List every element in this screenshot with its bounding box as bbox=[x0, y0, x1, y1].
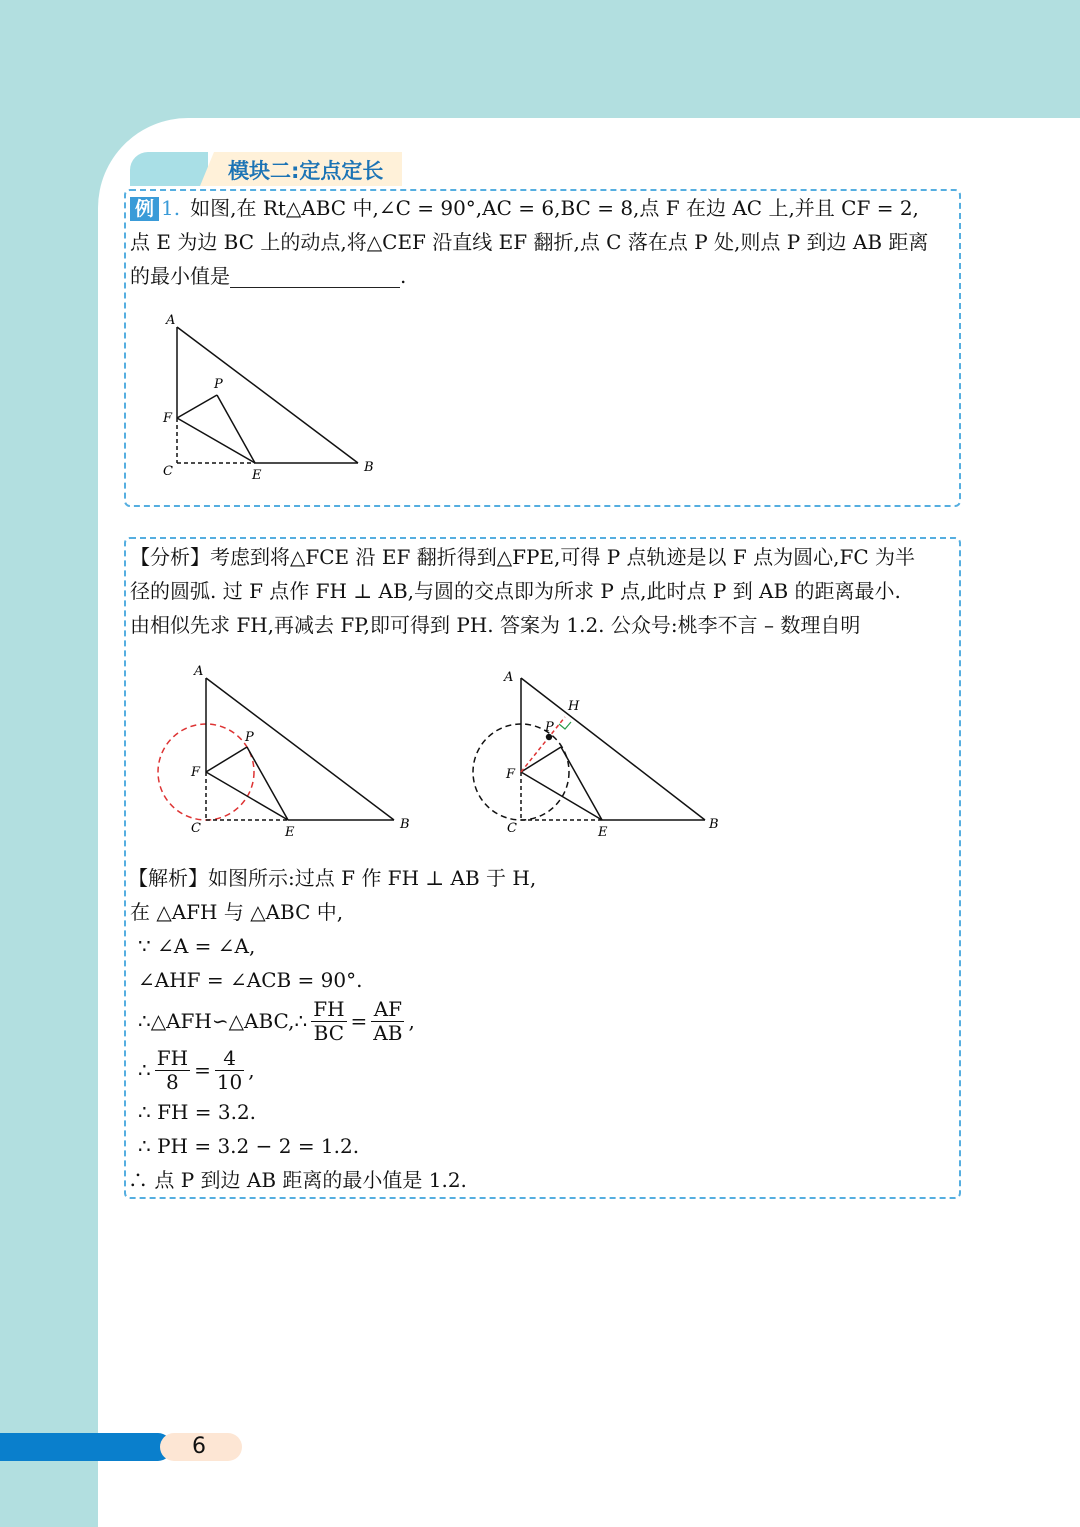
footer-bar bbox=[0, 1433, 172, 1461]
solution-line-7: ∴ FH = 3.2. bbox=[138, 1100, 257, 1124]
solution-line-8: ∴ PH = 3.2 − 2 = 1.2. bbox=[138, 1134, 360, 1158]
example-badge: 例 bbox=[130, 197, 159, 221]
fraction-af-ab-numerator: AF bbox=[371, 998, 404, 1022]
fig2-label-F: F bbox=[191, 765, 201, 780]
fig3-label-H: H bbox=[568, 699, 580, 714]
answer-blank bbox=[230, 267, 400, 288]
fraction-4-10 bbox=[215, 1047, 244, 1094]
fig3-label-E: E bbox=[598, 825, 608, 840]
fig2-label-E: E bbox=[285, 825, 295, 840]
fraction-fh-bc-numerator: FH bbox=[313, 996, 345, 1021]
fraction-fh-bc bbox=[311, 998, 346, 1045]
solution-line-4: ∠AHF = ∠ACB = 90°. bbox=[138, 968, 363, 992]
fig3-label-P: P bbox=[545, 720, 554, 735]
solution-line-9: ∴ 点 P 到边 AB 距离的最小值是 1.2. bbox=[128, 1168, 467, 1192]
solution-line-5 bbox=[138, 996, 415, 1046]
fraction-4-10-denominator: 10 bbox=[216, 1069, 243, 1094]
fig3-label-C: C bbox=[507, 821, 517, 836]
example-text-3: 的最小值是 bbox=[130, 264, 230, 288]
example-line-2: 点 E 为边 BC 上的动点,将△CEF 沿直线 EF 翻折,点 C 落在点 P 处,则点 P 到边 AB 距离 bbox=[130, 230, 929, 254]
fraction-fh-8-numerator: FH bbox=[156, 1045, 189, 1070]
equals-sign-2: = bbox=[194, 1058, 211, 1082]
figure-3 bbox=[465, 660, 745, 850]
fig2-label-C: C bbox=[191, 821, 201, 836]
module-title: 模块二:定点定长 bbox=[228, 159, 384, 183]
fig1-label-F: F bbox=[163, 411, 173, 426]
fraction-4-10-numerator: 4 bbox=[215, 1047, 244, 1071]
fig1-label-C: C bbox=[163, 464, 173, 479]
solution-line-5-prefix: ∴△AFH∽△ABC,∴ bbox=[138, 1009, 308, 1033]
solution-line-6-comma: , bbox=[248, 1058, 255, 1082]
analysis-line-3: 由相似先求 FH,再减去 FP,即可得到 PH. 答案为 1.2. 公众号:桃李不言 – 数理自明 bbox=[130, 613, 861, 637]
page-number: 6 bbox=[192, 1434, 206, 1459]
example-text-1: 如图,在 Rt△ABC 中,∠C = 90°,AC = 6,BC = 8,点 F 在边 AC 上,并且 CF = 2, bbox=[190, 196, 919, 220]
analysis-line-2: 径的圆弧. 过 F 点作 FH ⊥ AB,与圆的交点即为所求 P 点,此时点 P 到 AB 的距离最小. bbox=[130, 579, 901, 603]
module-header bbox=[130, 152, 402, 186]
fig3-label-B: B bbox=[709, 817, 719, 832]
solution-line-2: 在 △AFH 与 △ABC 中, bbox=[130, 900, 344, 924]
fraction-af-ab bbox=[371, 998, 404, 1045]
fig1-label-A: A bbox=[166, 313, 176, 328]
fig1-label-B: B bbox=[364, 460, 374, 475]
fig3-label-A: A bbox=[504, 670, 514, 685]
solution-line-5-comma: , bbox=[408, 1009, 415, 1033]
fig2-label-A: A bbox=[194, 664, 204, 679]
figure-1 bbox=[150, 305, 400, 490]
module-tab-left bbox=[130, 152, 208, 186]
fig2-label-P: P bbox=[245, 730, 254, 745]
fraction-fh-8-denominator: 8 bbox=[166, 1069, 179, 1094]
figure-2 bbox=[150, 660, 440, 850]
example-line-1 bbox=[130, 196, 919, 221]
equals-sign: = bbox=[350, 1009, 368, 1033]
fraction-fh-8 bbox=[155, 1047, 190, 1094]
fig1-label-P: P bbox=[214, 377, 223, 392]
solution-line-6-prefix: ∴ bbox=[138, 1058, 151, 1082]
example-text-3-end: . bbox=[400, 264, 407, 288]
analysis-line-1: 【分析】考虑到将△FCE 沿 EF 翻折得到△FPE,可得 P 点轨迹是以 F 点为圆心,FC 为半 bbox=[130, 545, 916, 569]
solution-line-6 bbox=[138, 1045, 255, 1095]
solution-line-1: 【解析】如图所示:过点 F 作 FH ⊥ AB 于 H, bbox=[128, 866, 537, 890]
solution-line-3: ∵ ∠A = ∠A, bbox=[138, 934, 256, 958]
example-number: 1. bbox=[161, 196, 181, 220]
example-line-3 bbox=[130, 264, 406, 288]
fig2-label-B: B bbox=[400, 817, 410, 832]
fraction-fh-bc-denominator: BC bbox=[313, 1020, 345, 1045]
fig1-label-E: E bbox=[252, 468, 262, 483]
fraction-af-ab-denominator: AB bbox=[373, 1020, 403, 1045]
fig3-label-F: F bbox=[506, 767, 516, 782]
